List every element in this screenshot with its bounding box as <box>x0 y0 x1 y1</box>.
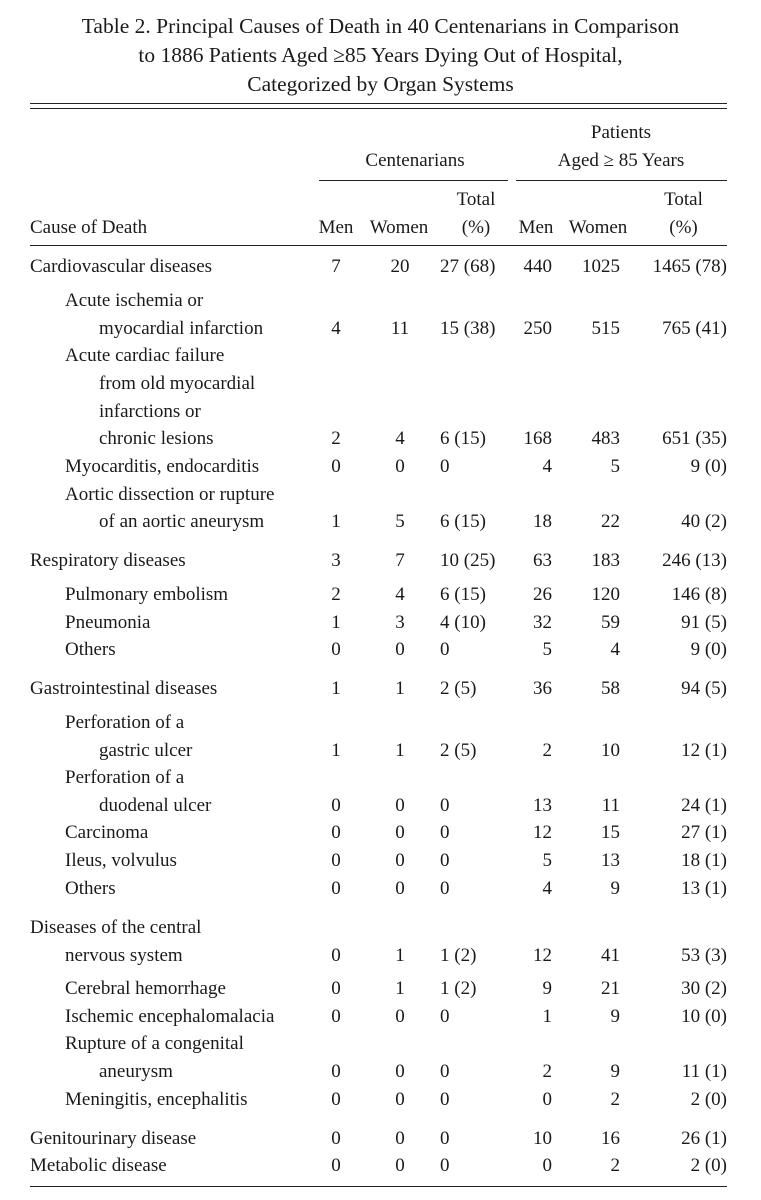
cell-cw: 0 <box>395 822 405 843</box>
cell-cm: 2 <box>331 428 341 449</box>
row-label: Perforation of a <box>65 712 185 733</box>
table-row <box>0 426 761 452</box>
table-row <box>0 254 761 280</box>
cell-pt: 9 (0) <box>690 456 727 477</box>
cell-pt: 13 (1) <box>681 878 727 899</box>
cell-pw: 2 <box>610 1089 620 1110</box>
cell-ct: 27 (68) <box>440 256 496 277</box>
table-row <box>0 710 761 736</box>
cell-pt: 11 (1) <box>681 1061 727 1082</box>
table-row <box>0 765 761 791</box>
row-label: Cerebral hemorrhage <box>65 978 226 999</box>
cell-pt: 12 (1) <box>681 740 727 761</box>
table-row <box>0 454 761 480</box>
cell-pw: 120 <box>591 584 620 605</box>
cell-pw: 9 <box>610 1006 620 1027</box>
cell-cm: 0 <box>331 1006 341 1027</box>
cell-cw: 1 <box>395 978 405 999</box>
row-label: Metabolic disease <box>30 1155 167 1176</box>
cell-pm: 440 <box>523 256 552 277</box>
cell-pm: 9 <box>542 978 552 999</box>
cell-pm: 12 <box>533 822 552 843</box>
row-label: myocardial infarction <box>99 318 264 339</box>
row-label: nervous system <box>65 945 183 966</box>
cell-pm: 0 <box>542 1155 552 1176</box>
cell-pt: 9 (0) <box>690 639 727 660</box>
row-label: Pneumonia <box>65 612 151 633</box>
cell-pm: 0 <box>542 1089 552 1110</box>
row-label: Perforation of a <box>65 767 185 788</box>
header-pat-total: Total <box>664 189 703 210</box>
cell-ct: 0 <box>440 1006 450 1027</box>
header-cent-men: Men <box>318 217 354 238</box>
cell-pt: 27 (1) <box>681 822 727 843</box>
table-row <box>0 1059 761 1085</box>
cell-pw: 1025 <box>582 256 620 277</box>
cell-cm: 1 <box>331 678 341 699</box>
cell-pt: 765 (41) <box>662 318 727 339</box>
table-row <box>0 676 761 702</box>
cell-ct: 6 (15) <box>440 428 486 449</box>
cell-pm: 5 <box>542 850 552 871</box>
cell-cm: 0 <box>331 945 341 966</box>
cell-cw: 20 <box>390 256 410 277</box>
cell-pw: 483 <box>591 428 620 449</box>
cell-ct: 10 (25) <box>440 550 496 571</box>
cell-pt: 2 (0) <box>690 1155 727 1176</box>
title-line-3: Categorized by Organ Systems <box>247 72 514 96</box>
table-row <box>0 316 761 342</box>
cell-ct: 0 <box>440 1061 450 1082</box>
cell-cm: 2 <box>331 584 341 605</box>
cell-cw: 0 <box>395 639 405 660</box>
row-label: Acute cardiac failure <box>65 345 225 366</box>
cell-cw: 0 <box>395 878 405 899</box>
row-label: gastric ulcer <box>99 740 193 761</box>
cell-cm: 0 <box>331 456 341 477</box>
table-row <box>0 399 761 425</box>
cell-pm: 4 <box>542 878 552 899</box>
table-row <box>0 288 761 314</box>
cell-cw: 0 <box>395 850 405 871</box>
header-patients-line1: Patients <box>590 122 652 143</box>
header-patients-line2: Aged ≥ 85 Years <box>557 150 685 171</box>
row-label: Respiratory diseases <box>30 550 186 571</box>
cell-pw: 515 <box>591 318 620 339</box>
cell-cw: 0 <box>395 1128 405 1149</box>
cell-cw: 4 <box>395 584 405 605</box>
cell-ct: 6 (15) <box>440 511 486 532</box>
table-row <box>0 820 761 846</box>
cell-pt: 30 (2) <box>681 978 727 999</box>
cell-pw: 58 <box>601 678 620 699</box>
cell-pt: 40 (2) <box>681 511 727 532</box>
cell-pw: 16 <box>601 1128 620 1149</box>
cell-pm: 10 <box>533 1128 552 1149</box>
cell-pm: 2 <box>542 1061 552 1082</box>
table-row <box>0 915 761 941</box>
cell-pw: 183 <box>591 550 620 571</box>
table-row <box>0 1126 761 1152</box>
cell-ct: 1 (2) <box>440 945 477 966</box>
cell-pw: 41 <box>601 945 620 966</box>
cell-cw: 7 <box>395 550 405 571</box>
table-row <box>0 1004 761 1030</box>
cell-pm: 2 <box>542 740 552 761</box>
table-row <box>0 610 761 636</box>
table-row <box>0 1087 761 1113</box>
row-label: Ileus, volvulus <box>65 850 177 871</box>
cell-pw: 11 <box>601 795 620 816</box>
header-cent-pct: (%) <box>461 217 491 238</box>
cell-cm: 0 <box>331 1061 341 1082</box>
cell-pt: 18 (1) <box>681 850 727 871</box>
cell-cm: 0 <box>331 850 341 871</box>
cell-ct: 0 <box>440 1155 450 1176</box>
cell-pw: 13 <box>601 850 620 871</box>
cell-cm: 0 <box>331 639 341 660</box>
cell-ct: 6 (15) <box>440 584 486 605</box>
row-label: Meningitis, encephalitis <box>65 1089 248 1110</box>
cell-pm: 1 <box>542 1006 552 1027</box>
table-row <box>0 343 761 369</box>
cell-cm: 1 <box>331 740 341 761</box>
cell-pm: 26 <box>533 584 552 605</box>
table-row <box>0 943 761 969</box>
cell-pm: 4 <box>542 456 552 477</box>
cell-ct: 0 <box>440 1128 450 1149</box>
cell-pt: 246 (13) <box>662 550 727 571</box>
cell-pt: 24 (1) <box>681 795 727 816</box>
top-rule-1 <box>30 103 727 104</box>
cell-cm: 0 <box>331 1128 341 1149</box>
cell-cm: 0 <box>331 1089 341 1110</box>
row-label: Gastrointestinal diseases <box>30 678 218 699</box>
cell-pw: 9 <box>610 1061 620 1082</box>
cell-cm: 0 <box>331 795 341 816</box>
title-line-1: Table 2. Principal Causes of Death in 40 Centenarians in Comparison <box>81 14 680 38</box>
cell-ct: 1 (2) <box>440 978 477 999</box>
cell-pw: 22 <box>601 511 620 532</box>
cell-pt: 10 (0) <box>681 1006 727 1027</box>
row-label: duodenal ulcer <box>99 795 212 816</box>
cell-ct: 0 <box>440 822 450 843</box>
cell-cw: 3 <box>395 612 405 633</box>
cell-cm: 7 <box>331 256 341 277</box>
title-line-2: to 1886 Patients Aged ≥85 Years Dying Out of Hospital, <box>138 43 623 67</box>
cell-cm: 0 <box>331 822 341 843</box>
cell-cm: 3 <box>331 550 341 571</box>
cell-cw: 11 <box>390 318 410 339</box>
cell-pm: 12 <box>533 945 552 966</box>
patients-spanner-rule <box>516 180 727 181</box>
table-row <box>0 637 761 663</box>
cell-pt: 91 (5) <box>681 612 727 633</box>
cell-pw: 21 <box>601 978 620 999</box>
row-label: Acute ischemia or <box>65 290 204 311</box>
cell-ct: 2 (5) <box>440 678 477 699</box>
table-title <box>0 12 761 99</box>
cell-cw: 1 <box>395 945 405 966</box>
header-cent-women: Women <box>369 217 429 238</box>
cell-cw: 0 <box>395 795 405 816</box>
cell-cm: 0 <box>331 1155 341 1176</box>
row-label: aneurysm <box>99 1061 173 1082</box>
row-label: Carcinoma <box>65 822 149 843</box>
centenarians-spanner-rule <box>319 180 508 181</box>
row-label: Others <box>65 639 116 660</box>
cell-cw: 4 <box>395 428 405 449</box>
row-label: Aortic dissection or rupture <box>65 484 275 505</box>
row-label: Diseases of the central <box>30 917 202 938</box>
cell-pt: 146 (8) <box>671 584 727 605</box>
table-row <box>0 793 761 819</box>
cell-pt: 26 (1) <box>681 1128 727 1149</box>
cell-pw: 10 <box>601 740 620 761</box>
cell-pt: 53 (3) <box>681 945 727 966</box>
row-label: from old myocardial <box>99 373 256 394</box>
cell-pm: 5 <box>542 639 552 660</box>
cell-pw: 5 <box>610 456 620 477</box>
cell-cw: 0 <box>395 1089 405 1110</box>
top-rule-2 <box>30 108 727 109</box>
cell-pt: 2 (0) <box>690 1089 727 1110</box>
cell-cm: 0 <box>331 878 341 899</box>
cell-pm: 168 <box>523 428 552 449</box>
cell-pm: 63 <box>533 550 552 571</box>
header-centenarians: Centenarians <box>365 150 465 171</box>
row-label: Ischemic encephalomalacia <box>65 1006 275 1027</box>
table-row <box>0 548 761 574</box>
header-pat-pct: (%) <box>669 217 698 238</box>
cell-ct: 0 <box>440 795 450 816</box>
bottom-rule <box>30 1186 727 1187</box>
cell-cw: 0 <box>395 1061 405 1082</box>
cell-ct: 0 <box>440 1089 450 1110</box>
cell-cw: 1 <box>395 740 405 761</box>
cell-pm: 36 <box>533 678 552 699</box>
cell-cm: 4 <box>331 318 341 339</box>
cell-pw: 9 <box>610 878 620 899</box>
cell-ct: 2 (5) <box>440 740 477 761</box>
cell-ct: 0 <box>440 456 450 477</box>
cell-pm: 18 <box>533 511 552 532</box>
cell-ct: 15 (38) <box>440 318 496 339</box>
table-row <box>0 582 761 608</box>
header-cause-of-death: Cause of Death <box>30 217 148 238</box>
cell-cm: 0 <box>331 978 341 999</box>
header-pat-women: Women <box>568 217 628 238</box>
cell-cm: 1 <box>331 612 341 633</box>
cell-cm: 1 <box>331 511 341 532</box>
table-row <box>0 876 761 902</box>
table-row <box>0 848 761 874</box>
cell-ct: 4 (10) <box>440 612 486 633</box>
row-label: Myocarditis, endocarditis <box>65 456 260 477</box>
cell-pt: 94 (5) <box>681 678 727 699</box>
cell-ct: 0 <box>440 850 450 871</box>
cell-cw: 0 <box>395 1006 405 1027</box>
row-label: of an aortic aneurysm <box>99 511 265 532</box>
cell-pw: 2 <box>610 1155 620 1176</box>
header-cent-total: Total <box>456 189 496 210</box>
cell-cw: 0 <box>395 1155 405 1176</box>
table-row <box>0 1031 761 1057</box>
table-row <box>0 1153 761 1179</box>
cell-ct: 0 <box>440 639 450 660</box>
cell-pt: 1465 (78) <box>652 256 727 277</box>
cell-pw: 15 <box>601 822 620 843</box>
row-label: Rupture of a congenital <box>65 1033 244 1054</box>
cell-pm: 250 <box>523 318 552 339</box>
cell-cw: 1 <box>395 678 405 699</box>
cell-pm: 32 <box>533 612 552 633</box>
cell-pw: 59 <box>601 612 620 633</box>
cell-pm: 13 <box>533 795 552 816</box>
cell-pt: 651 (35) <box>662 428 727 449</box>
cell-cw: 5 <box>395 511 405 532</box>
row-label: Others <box>65 878 116 899</box>
table-row <box>0 509 761 535</box>
table-row <box>0 482 761 508</box>
row-label: Pulmonary embolism <box>65 584 229 605</box>
header-pat-men: Men <box>518 217 554 238</box>
table-row <box>0 976 761 1002</box>
cell-ct: 0 <box>440 878 450 899</box>
row-label: chronic lesions <box>99 428 214 449</box>
header-bottom-rule <box>30 245 727 246</box>
row-label: infarctions or <box>99 401 201 422</box>
cell-pw: 4 <box>610 639 620 660</box>
cell-cw: 0 <box>395 456 405 477</box>
table-row <box>0 738 761 764</box>
table-row <box>0 371 761 397</box>
row-label: Genitourinary disease <box>30 1128 197 1149</box>
row-label: Cardiovascular diseases <box>30 256 213 277</box>
